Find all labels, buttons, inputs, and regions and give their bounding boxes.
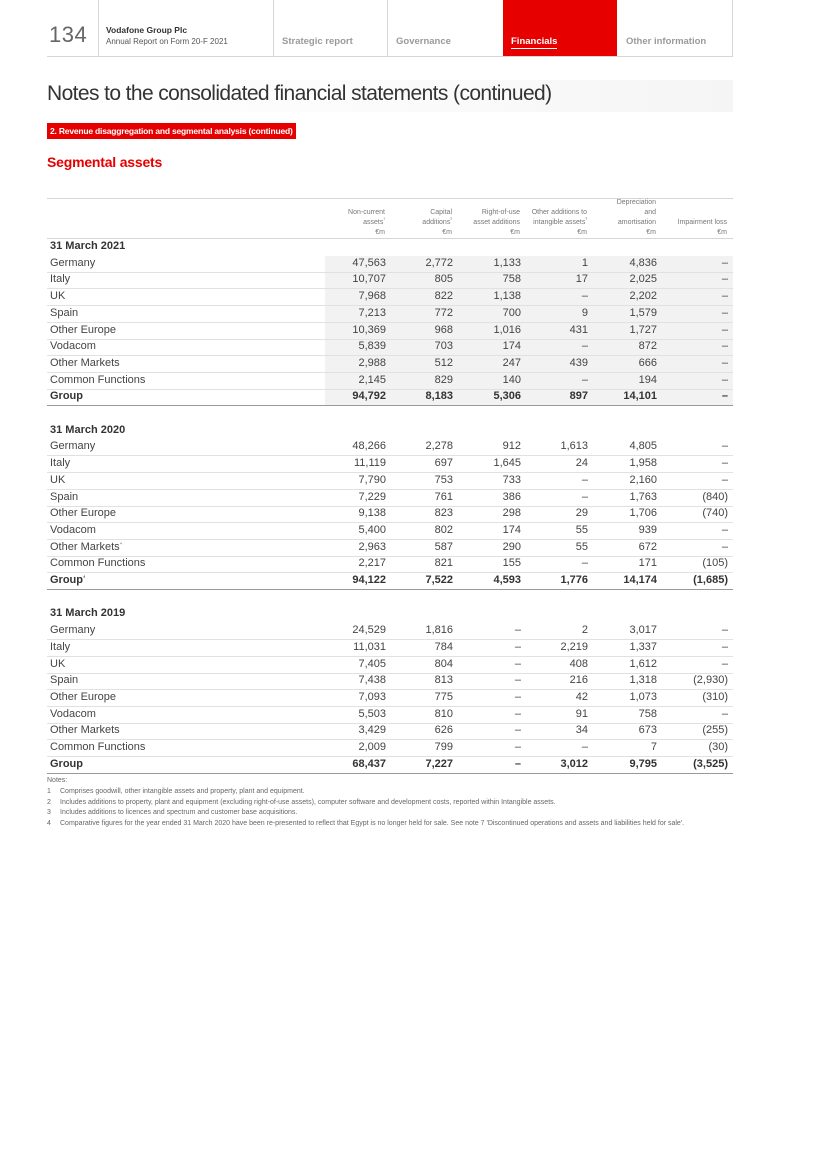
cell-value: (3,525) [693, 757, 728, 770]
cell-value: 772 [434, 306, 453, 319]
cell-value: 2,202 [629, 290, 657, 303]
table-row [47, 690, 733, 707]
cell-value: 7,438 [358, 674, 386, 687]
cell-value: 2,217 [358, 557, 386, 570]
row-label: Italy [50, 457, 71, 470]
cell-value: (840) [702, 490, 728, 503]
year-heading: 31 March 2021 [50, 240, 126, 252]
cell-value: 216 [569, 674, 588, 687]
cell-value: 194 [638, 373, 657, 386]
cell-value: 775 [434, 690, 453, 703]
row-label: Spain [50, 674, 79, 687]
header-divider [98, 0, 99, 56]
column-header [514, 200, 590, 238]
cell-value: – [721, 440, 728, 453]
cell-value: 784 [434, 640, 453, 653]
cell-value: – [514, 674, 521, 687]
row-label: Germany [50, 440, 96, 453]
cell-value: 1,816 [425, 624, 453, 637]
cell-value: 7,213 [358, 306, 386, 319]
row-label: Group [50, 757, 83, 770]
cell-value: 1 [581, 256, 588, 269]
note-item [47, 819, 733, 830]
table-row [47, 456, 733, 473]
cell-value: 2,278 [425, 440, 453, 453]
cell-value: 174 [502, 523, 521, 536]
cell-value: 11,031 [353, 640, 386, 653]
cell-value: 5,400 [358, 523, 386, 536]
column-header-title: Capital additions$^{^2}$ [422, 209, 452, 226]
cell-value: 174 [502, 340, 521, 353]
cell-value: – [514, 724, 521, 737]
table-row [47, 356, 733, 373]
cell-value: – [581, 290, 588, 303]
cell-value: 3,429 [358, 724, 386, 737]
cell-value: – [581, 373, 588, 386]
cell-value: – [721, 657, 728, 670]
cell-value: – [721, 356, 728, 369]
cell-value: 822 [434, 290, 453, 303]
cell-value: – [514, 741, 521, 753]
row-label: Common Functions [50, 741, 146, 753]
cell-value: 14,174 [623, 574, 657, 586]
cell-value: 666 [638, 356, 657, 369]
cell-value: 48,266 [352, 440, 386, 453]
cell-value: 17 [575, 273, 588, 286]
cell-value: 7,405 [358, 657, 386, 670]
cell-value: – [721, 457, 728, 470]
cell-value: – [581, 741, 588, 753]
table-row [47, 323, 733, 340]
cell-value: 4,836 [629, 256, 657, 269]
cell-value: 2 [581, 624, 588, 637]
cell-value: 171 [638, 557, 657, 570]
section-label: 2. Revenue disaggregation and segmental analysis (continued) [47, 123, 296, 139]
column-header-unit: €m [510, 229, 520, 236]
cell-value: – [721, 540, 728, 553]
column-header-unit: €m [375, 229, 385, 236]
cell-value: 802 [434, 523, 453, 536]
page-header [47, 0, 733, 57]
cell-value: 3,017 [629, 624, 657, 637]
column-header-unit: €m [442, 229, 452, 236]
cell-value: 386 [502, 490, 521, 503]
cell-value: – [581, 557, 588, 570]
cell-value: 758 [502, 273, 521, 286]
row-label: Common Functions [50, 557, 146, 570]
note-number: 2 [47, 798, 51, 806]
row-label: Common Functions [50, 373, 146, 386]
column-header [583, 200, 659, 238]
table-row [47, 540, 733, 557]
cell-value: – [721, 640, 728, 653]
cell-value: – [721, 390, 728, 403]
table-row [47, 723, 733, 740]
total-row [47, 389, 733, 406]
column-header-title: Impairment loss [677, 219, 727, 226]
note-item [47, 798, 733, 809]
table-row [47, 623, 733, 640]
cell-value: 8,183 [425, 390, 453, 403]
cell-value: 2,160 [629, 473, 657, 486]
row-label: Vodacom [50, 707, 96, 720]
cell-value: 1,727 [629, 323, 657, 336]
year-heading: 31 March 2019 [50, 607, 126, 620]
cell-value: 703 [434, 340, 453, 353]
cell-value: – [721, 523, 728, 536]
row-label: Group [50, 390, 83, 403]
tab-other-information[interactable]: Other information [626, 36, 707, 47]
cell-value: – [514, 640, 521, 653]
cell-value: 804 [434, 657, 453, 670]
company-name: Vodafone Group Plc [106, 25, 188, 35]
cell-value: – [514, 690, 521, 703]
cell-value: 439 [569, 356, 588, 369]
row-label: Vodacom [50, 523, 96, 536]
cell-value: – [721, 306, 728, 319]
cell-value: 2,219 [560, 640, 588, 653]
cell-value: 821 [434, 557, 453, 570]
table-row [47, 306, 733, 323]
cell-value: 700 [502, 306, 521, 319]
column-header-unit: €m [646, 229, 656, 236]
cell-value: 9,795 [629, 757, 657, 770]
header-divider [732, 0, 733, 56]
cell-value: (30) [708, 741, 728, 753]
cell-value: 7,093 [358, 690, 386, 703]
cell-value: – [721, 323, 728, 336]
note-text: Comparative figures for the year ended 31 March 2020 have been re-presented to reflect that Egypt is no longer held for sale. See note 7 'Discontinued operations and assets and liabilities held for sale'. [60, 820, 685, 828]
note-text: Includes additions to property, plant and equipment (excluding right-of-use assets), computer software and development costs, reported within Intangible assets. [60, 798, 556, 806]
column-header [312, 200, 388, 238]
column-header-title: Non-current assets$^{^1}$ [348, 209, 385, 226]
cell-value: 2,988 [358, 356, 386, 369]
cell-value: (1,685) [693, 574, 728, 586]
cell-value: 1,138 [493, 290, 521, 303]
cell-value: 155 [502, 557, 521, 570]
cell-value: 810 [434, 707, 453, 720]
tab-governance[interactable]: Governance [396, 36, 451, 47]
column-header [447, 200, 523, 238]
cell-value: 733 [502, 473, 521, 486]
cell-value: 1,579 [629, 306, 657, 319]
total-row [47, 757, 733, 774]
cell-value: – [721, 373, 728, 386]
cell-value: – [514, 757, 521, 770]
cell-value: 1,776 [560, 574, 588, 586]
row-label: Spain [50, 490, 79, 503]
notes-list [47, 787, 733, 830]
row-label: Italy [50, 273, 71, 286]
cell-value: 1,337 [629, 640, 657, 653]
cell-value: 24,529 [352, 624, 386, 637]
cell-value: 912 [502, 440, 521, 453]
cell-value: 1,016 [493, 323, 521, 336]
row-label: Italy [50, 640, 71, 653]
cell-value: 10,707 [352, 273, 386, 286]
table-row [47, 490, 733, 507]
cell-value: 7,227 [425, 757, 453, 770]
cell-value: 55 [575, 540, 588, 553]
cell-value: 939 [638, 523, 657, 536]
row-label: Spain [50, 306, 79, 319]
cell-value: 34 [575, 724, 588, 737]
cell-value: 94,122 [352, 574, 386, 586]
row-label: Other Europe [50, 690, 117, 703]
cell-value: 2,009 [358, 741, 386, 753]
row-label: UK [50, 657, 66, 670]
cell-value: 5,503 [358, 707, 386, 720]
table-row [47, 473, 733, 490]
cell-value: 11,119 [353, 457, 386, 470]
page-title: Notes to the consolidated financial statements (continued) [47, 80, 733, 112]
cell-value: 1,612 [629, 657, 657, 670]
cell-value: – [721, 473, 728, 486]
cell-value: 24 [575, 457, 588, 470]
cell-value: 1,318 [629, 674, 657, 687]
cell-value: 968 [434, 323, 453, 336]
row-label: UK [50, 290, 66, 303]
cell-value: 3,012 [560, 757, 588, 770]
cell-value: 5,306 [493, 390, 521, 403]
tab-strategic-report[interactable]: Strategic report [282, 36, 353, 47]
cell-value: – [581, 473, 588, 486]
cell-value: – [514, 657, 521, 670]
report-name: Annual Report on Form 20-F 2021 [106, 37, 228, 46]
cell-value: 1,613 [560, 440, 588, 453]
subheading: Segmental assets [47, 154, 163, 170]
cell-value: 247 [502, 356, 521, 369]
cell-value: 512 [434, 356, 453, 369]
cell-value: 2,145 [358, 373, 386, 386]
row-label: Other Europe [50, 507, 117, 520]
cell-value: 7,968 [358, 290, 386, 303]
column-header [379, 200, 455, 238]
cell-value: 872 [638, 340, 657, 353]
table-row [47, 289, 733, 306]
cell-value: 587 [434, 540, 453, 553]
page-number: 134 [49, 22, 88, 47]
cell-value: (105) [702, 557, 728, 570]
cell-value: 47,563 [352, 256, 386, 269]
note-text: Includes additions to licences and spectrum and customer base acquisitions. [60, 809, 298, 817]
table-row [47, 740, 733, 757]
cell-value: 1,763 [629, 490, 657, 503]
cell-value: – [721, 290, 728, 303]
row-label: Other Markets [50, 724, 120, 737]
cell-value: 823 [434, 507, 453, 520]
cell-value: 672 [638, 540, 657, 553]
notes-heading: Notes: [47, 777, 68, 784]
cell-value: 2,025 [629, 273, 657, 286]
table-row [47, 506, 733, 523]
table-row [47, 556, 733, 573]
row-label: Vodacom [50, 340, 96, 353]
column-header-title: Depreciation and amortisation [616, 199, 656, 226]
row-label: Germany [50, 256, 96, 269]
cell-value: 753 [434, 473, 453, 486]
row-label: Germany [50, 624, 96, 637]
cell-value: 140 [502, 373, 521, 386]
cell-value: – [514, 624, 521, 637]
total-row [47, 573, 733, 590]
column-header-title: Other additions to intangible assets$^{^3}$ [531, 209, 587, 226]
cell-value: 431 [569, 323, 588, 336]
table-row [47, 657, 733, 674]
cell-value: 7,790 [358, 473, 386, 486]
cell-value: 7,229 [358, 490, 386, 503]
cell-value: (2,930) [693, 674, 728, 687]
cell-value: 9 [581, 306, 588, 319]
row-label: UK [50, 473, 66, 486]
table-row [47, 272, 733, 289]
cell-value: 1,133 [493, 256, 521, 269]
row-label: Other Europe [50, 323, 117, 336]
cell-value: – [721, 624, 728, 637]
table-row [47, 707, 733, 724]
note-number: 3 [47, 809, 51, 817]
cell-value: 9,138 [358, 507, 386, 520]
column-header-unit: €m [577, 229, 587, 236]
cell-value: 1,645 [493, 457, 521, 470]
cell-value: 1,706 [629, 507, 657, 520]
cell-value: 799 [434, 741, 453, 753]
cell-value: – [721, 707, 728, 720]
cell-value: 4,593 [493, 574, 521, 586]
cell-value: 94,792 [352, 390, 386, 403]
table-row [47, 339, 733, 356]
cell-value: 408 [569, 657, 588, 670]
cell-value: 29 [575, 507, 588, 520]
cell-value: (255) [702, 724, 728, 737]
cell-value: 55 [575, 523, 588, 536]
table-row [47, 439, 733, 456]
cell-value: – [514, 707, 521, 720]
cell-value: 7 [650, 741, 657, 753]
year-heading: 31 March 2020 [50, 423, 126, 436]
table-row [47, 523, 733, 540]
cell-value: 2,963 [358, 540, 386, 553]
header-rule [47, 238, 733, 239]
column-header-unit: €m [717, 229, 727, 236]
cell-value: 697 [434, 457, 453, 470]
note-number: 1 [47, 787, 51, 795]
cell-value: 758 [638, 707, 657, 720]
note-item [47, 808, 733, 819]
cell-value: 42 [575, 690, 588, 703]
table-row [47, 673, 733, 690]
row-label: Group$^{^4}$ [50, 574, 86, 586]
note-item [47, 787, 733, 798]
row-label: Other Markets$^{^4}$ [50, 540, 122, 553]
cell-value: 813 [434, 674, 453, 687]
note-text: Comprises goodwill, other intangible assets and property, plant and equipment. [60, 787, 305, 795]
cell-value: 7,522 [425, 574, 453, 586]
cell-value: 1,958 [629, 457, 657, 470]
cell-value: 14,101 [623, 390, 657, 403]
cell-value: 5,839 [358, 340, 386, 353]
cell-value: 10,369 [352, 323, 386, 336]
cell-value: (310) [702, 690, 728, 703]
cell-value: (740) [702, 507, 728, 520]
table-row [47, 373, 733, 390]
tab-financials[interactable]: Financials [503, 0, 617, 56]
column-header [654, 200, 730, 238]
cell-value: 68,437 [352, 757, 386, 770]
cell-value: – [721, 273, 728, 286]
cell-value: 673 [638, 724, 657, 737]
cell-value: 1,073 [629, 690, 657, 703]
cell-value: – [721, 340, 728, 353]
cell-value: 290 [502, 540, 521, 553]
cell-value: – [581, 490, 588, 503]
cell-value: 2,772 [425, 256, 453, 269]
cell-value: – [581, 340, 588, 353]
cell-value: 91 [575, 707, 588, 720]
cell-value: 829 [434, 373, 453, 386]
cell-value: 4,805 [629, 440, 657, 453]
note-number: 4 [47, 820, 51, 828]
row-label: Other Markets [50, 356, 120, 369]
notes [47, 776, 733, 830]
cell-value: 298 [502, 507, 521, 520]
table-row [47, 640, 733, 657]
cell-value: 897 [569, 390, 588, 403]
table-row [47, 256, 733, 273]
cell-value: 761 [434, 490, 453, 503]
column-header-title: Right-of-use asset additions [473, 209, 520, 226]
cell-value: 805 [434, 273, 453, 286]
cell-value: 626 [434, 724, 453, 737]
cell-value: – [721, 256, 728, 269]
